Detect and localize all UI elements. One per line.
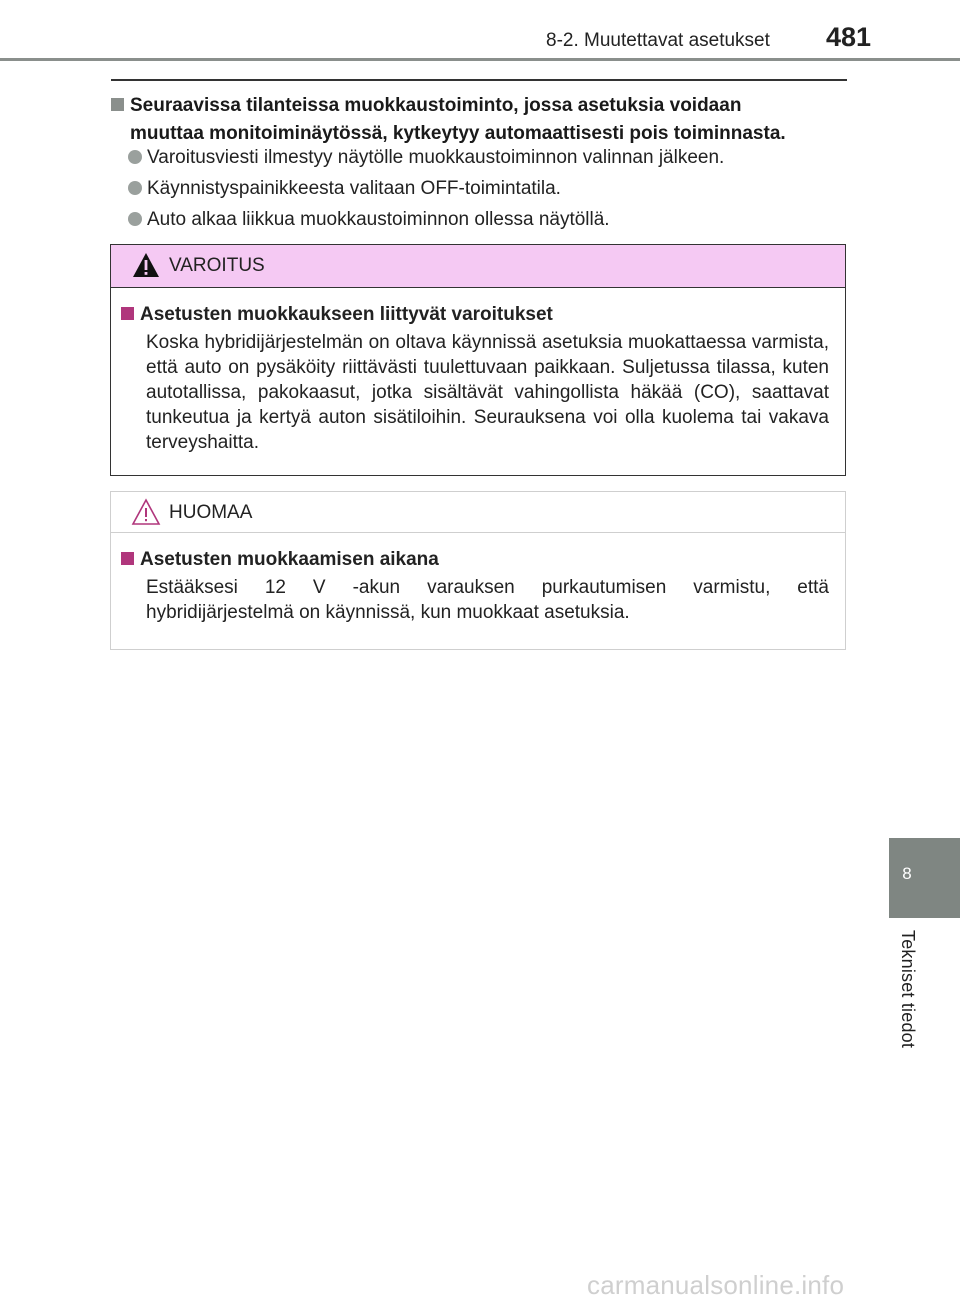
list-item: Varoitusviesti ilmestyy näytölle muokkaustoiminnon valinnan jälkeen. (128, 142, 848, 173)
section-title: 8-2. Muutettavat asetukset (546, 30, 770, 51)
content-divider (111, 79, 847, 81)
intro-heading-line1: Seuraavissa tilanteissa muokkaustoiminto, jossa asetuksia voidaan (130, 95, 742, 116)
warning-subheading: Asetusten muokkaukseen liittyvät varoitukset (121, 300, 829, 330)
notice-title: HUOMAA (169, 502, 253, 523)
notice-title-bar (111, 492, 845, 533)
warning-text: Koska hybridijärjestelmän on oltava käynnissä asetuksia muokattaessa varmista, että auto on pysäköity riittävästi tuulettuvaan paikkaan. Suljetussa tilassa, kuten autotallissa, pakokaasut, jotka sisältävät vahingollista häkää (CO), saattavat tunkeutua ja kertyä auton sisätiloihin. Seurauksena voi olla kuolema tai vakava terveyshaitta. (146, 332, 829, 453)
intro-heading-line2: muuttaa monitoiminäytössä, kytkeytyy automaattisesti pois toiminnasta. (130, 123, 786, 144)
intro-bullet-list (128, 142, 848, 235)
intro-heading (111, 92, 847, 148)
notice-subheading: Asetusten muokkaamisen aikana (121, 545, 829, 575)
watermark: carmanualsonline.info (587, 1270, 845, 1300)
page-number: 481 (826, 22, 872, 52)
warning-box (110, 244, 846, 476)
circle-bullet-icon (128, 212, 142, 226)
notice-text: Estääksesi 12 V -akun varauksen purkautumisen varmistu, että hybridijärjestelmä on käynnissä, kun muokkaat asetuksia. (146, 577, 829, 623)
warning-title: VAROITUS (169, 255, 265, 276)
circle-bullet-icon (128, 181, 142, 195)
warning-title-bar (111, 245, 845, 288)
circle-bullet-icon (128, 150, 142, 164)
list-item: Käynnistyspainikkeesta valitaan OFF-toimintatila. (128, 173, 848, 204)
warning-triangle-icon (131, 251, 161, 279)
notice-box (110, 491, 846, 650)
square-bullet-icon (121, 307, 134, 320)
header-divider (0, 58, 960, 61)
page-header (0, 0, 960, 62)
square-bullet-icon (121, 552, 134, 565)
caution-triangle-icon (131, 498, 161, 526)
square-bullet-icon (111, 98, 124, 111)
chapter-label: Tekniset tiedot (898, 930, 918, 1049)
chapter-tab[interactable] (889, 838, 960, 918)
list-item: Auto alkaa liikkua muokkaustoiminnon ollessa näytöllä. (128, 204, 848, 235)
chapter-number: 8 (902, 864, 912, 883)
